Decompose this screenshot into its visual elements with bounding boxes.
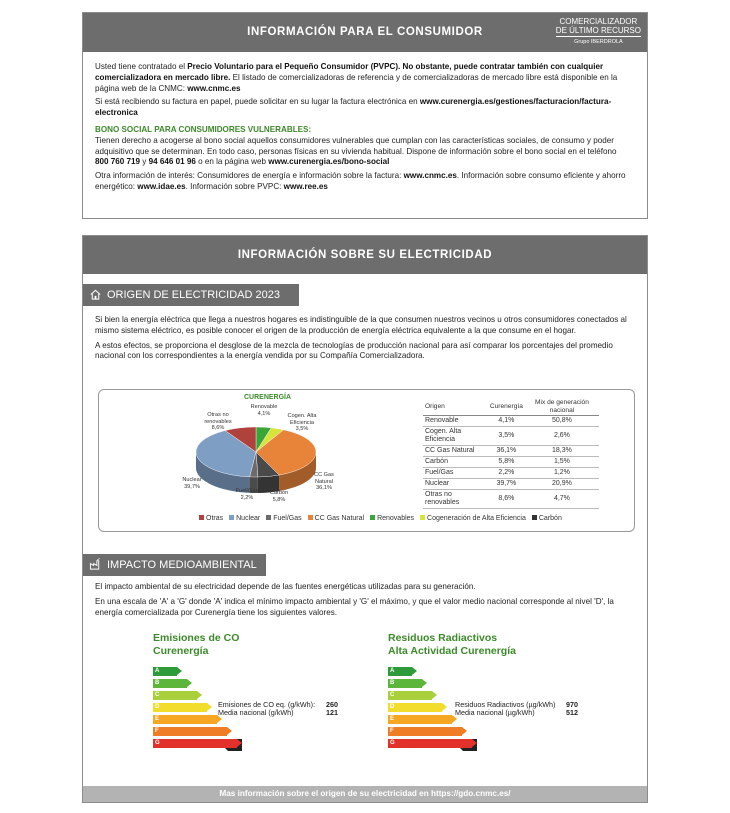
table-cell: 3,5% (488, 427, 525, 446)
table-cell: 4,7% (525, 490, 599, 509)
pie-label-cc-gas-natural: CC Gas Natural 36,1% (314, 472, 334, 492)
bono-and: y (140, 157, 149, 167)
electricity-info-header (83, 236, 647, 274)
e-invoice-link[interactable]: www.curenergia.es/gestiones/facturacion/factura-electronica (95, 97, 612, 118)
waste-scale-bar-c: C (388, 691, 432, 700)
waste-title-line-1: Residuos Radiactivos (388, 632, 498, 644)
table-header-cell: Origen (423, 398, 488, 416)
pie-label-nuclear: Nuclear 39,7% (182, 477, 202, 490)
co2-scale-bar-a: A (153, 667, 177, 676)
legend-item (420, 515, 526, 522)
pie-label-cogen-alta-eficiencia: Cogen. Alta Eficiencia 3,5% (287, 413, 317, 433)
footer-link[interactable]: Mas información sobre el origen de su electricidad en https://gdo.cnmc.es/ (83, 786, 647, 802)
e-invoice-paragraph (95, 97, 629, 119)
table-row (423, 490, 599, 509)
brand-group: Grupo IBERDROLA (574, 39, 623, 45)
waste-national-value: 512 (566, 708, 578, 717)
phone-1: 800 760 719 (95, 157, 141, 167)
legend-item (532, 515, 562, 522)
impact-paragraph-1: El impacto ambiental de su electricidad depende de las fuentes energéticas utilizadas para su generación. (95, 582, 476, 591)
table-cell: 20,9% (525, 479, 599, 490)
table-cell: 2,6% (525, 427, 599, 446)
co2-scale-bar-g: G (153, 739, 237, 748)
waste-scale-bar-d: D (388, 703, 442, 712)
origin-table (423, 398, 599, 509)
chart-legend (199, 515, 568, 522)
consumer-info-panel (82, 12, 648, 219)
factory-icon (89, 558, 102, 571)
table-cell: 39,7% (488, 479, 525, 490)
cnmc-link[interactable]: www.cnmc.es (187, 83, 241, 93)
legend-item (229, 515, 260, 522)
table-cell: Fuel/Gas (423, 468, 488, 479)
pvpc-text-2: El listado de comercializadoras de referencia y de comercializadoras de mercado libre está disponible en la página web de la CNMC: (95, 72, 618, 93)
table-row (423, 446, 599, 457)
bono-social-link[interactable]: www.curenergia.es/bono-social (268, 157, 390, 167)
table-cell: Cogen. Alta Eficiencia (423, 427, 488, 446)
e-invoice-text: Si está recibiendo su factura en papel, puede solicitar en su lugar la factura electrónica en (95, 97, 420, 107)
bono-social-paragraph (95, 136, 629, 168)
table-header-cell: Mix de generación nacional (525, 398, 599, 416)
pie-chart-title: CURENERGÍA (244, 394, 292, 401)
pvpc-text: Usted tiene contratado el (95, 62, 188, 71)
origin-section-header (83, 284, 299, 306)
table-cell: 5,8% (488, 457, 525, 468)
impact-section-header (83, 554, 266, 576)
legend-swatch (420, 515, 425, 520)
co2-title-line-1: Emisiones de CO (153, 632, 240, 644)
other-info-text: Otra información de interés: Consumidores de energía e información sobre la factura: (95, 171, 404, 181)
legend-label: Cogeneración de Alta Eficiencia (427, 515, 526, 522)
consumer-info-header (83, 13, 647, 52)
impact-section-title: IMPACTO MEDIOAMBIENTAL (107, 559, 257, 571)
impact-paragraph-2: En una escala de 'A' a 'G' donde 'A' indica el mínimo impacto ambiental y 'G' el máximo, y que el valor medio nacional corresponde al nivel 'D', la energía comercializada por Curenergía tiene los siguientes valores. (95, 596, 614, 617)
waste-value: 970 (566, 700, 578, 709)
legend-swatch (199, 515, 204, 520)
origin-paragraph-1: Si bien la energía eléctrica que llega a nuestros hogares es indistinguible de la que consumen nuestros vecinos u otros consumidores conectados al mismo sistema eléctrico, es posible conocer el origen de la producción de energía eléctrica equivalente a la que consume en el hogar. (95, 315, 627, 335)
waste-national-label: Media nacional (µg/kWh) (455, 708, 535, 717)
pie-label-renovable: Renovable 4,1% (250, 404, 278, 417)
legend-label: Otras (206, 515, 224, 522)
waste-scale-bar-e: E (388, 715, 452, 724)
table-row (423, 479, 599, 490)
legend-item (308, 515, 364, 522)
co2-scale-bar-d: D (153, 703, 207, 712)
table-header-cell: Curenergía (488, 398, 525, 416)
co2-scale-title (153, 632, 239, 658)
co2-title-line-2: Curenergía (153, 645, 209, 657)
legend-swatch (308, 515, 313, 520)
co2-national-label: Media nacional (g/kWh) (218, 708, 294, 717)
legend-swatch (229, 515, 234, 520)
origin-table-body (423, 416, 599, 509)
origin-paragraph-2: A estos efectos, se proporciona el desglose de la mezcla de tecnologías de producción nacional para así comparar los porcentajes del promedio nacional con los correspondientes a la energía vendida por su Compañía Comercializadora. (95, 340, 613, 361)
table-row (423, 416, 599, 427)
waste-scale-bar-a: A (388, 667, 412, 676)
consumer-info-title: INFORMACIÓN PARA EL CONSUMIDOR (247, 26, 483, 38)
table-cell: 2,2% (488, 468, 525, 479)
table-cell: 1,5% (525, 457, 599, 468)
table-cell: Otras no renovables (423, 490, 488, 509)
waste-scale-bar-f: F (388, 727, 462, 736)
table-cell: 50,8% (525, 416, 599, 427)
table-cell: 4,1% (488, 416, 525, 427)
co2-scale-bar-e: E (153, 715, 217, 724)
table-cell: 36,1% (488, 446, 525, 457)
other-info-text-3: . Información sobre PVPC: (185, 181, 284, 191)
waste-scale-title (388, 632, 516, 658)
origin-section-title: ORIGEN DE ELECTRICIDAD 2023 (107, 289, 280, 301)
origin-chart-box (98, 389, 635, 532)
bono-social-title: BONO SOCIAL PARA CONSUMIDORES VULNERABLES: (95, 124, 312, 134)
electricity-info-panel (82, 235, 648, 803)
table-cell: Renovable (423, 416, 488, 427)
pie-label-fuel-gas: Fuel/Gas 2,2% (235, 488, 259, 501)
bono-web-text: o en la página web (195, 157, 269, 167)
origin-table-header (423, 398, 599, 416)
legend-label: Carbón (538, 515, 562, 522)
legend-item (370, 515, 414, 522)
legend-item (266, 515, 301, 522)
table-row (423, 427, 599, 446)
co2-scale-bar-c: C (153, 691, 197, 700)
co2-scale-bar-f: F (153, 727, 227, 736)
waste-title-line-2: Alta Actividad Curenergía (388, 645, 516, 657)
impact-text (95, 582, 635, 622)
co2-emissions-value: 260 (326, 700, 338, 709)
legend-swatch (532, 515, 537, 520)
other-info-text-2: . Información sobre consumo eficiente y ahorro energético: (95, 171, 626, 191)
table-row (423, 457, 599, 468)
co2-national-value: 121 (326, 708, 338, 717)
idae-link[interactable]: www.idae.es (137, 181, 186, 191)
pie-label-carb-n: Carbón 5,8% (269, 490, 289, 503)
waste-scale-bar-g: G (388, 739, 472, 748)
bono-text: Tienen derecho a acogerse al bono social aquellos consumidores vulnerables que cumplan con las características sociales, de consumo y poder adquisitivo que se determinan. En todo caso, personas físicas en su vivienda habitual. Dispone de información sobre el bono social en el teléfono (95, 135, 617, 156)
cnmc-link-2[interactable]: www.cnmc.es (403, 171, 457, 181)
legend-label: Renovables (377, 515, 415, 522)
legend-label: Nuclear (236, 515, 261, 522)
legend-swatch (266, 515, 271, 520)
legend-item (199, 515, 223, 522)
brand-logo (556, 17, 641, 47)
pie-label-otras-no-renovables: Otras no renovables 8,6% (204, 412, 232, 432)
electricity-info-title: INFORMACIÓN SOBRE SU ELECTRICIDAD (237, 249, 493, 261)
table-row (423, 468, 599, 479)
brand-line-2: DE ÚLTIMO RECURSO (555, 26, 641, 35)
table-cell: 1,2% (525, 468, 599, 479)
co2-emissions-label: Emisiones de CO eq. (g/kWh): (218, 700, 316, 709)
legend-label: CC Gas Natural (314, 515, 365, 522)
co2-scale-bar-b: B (153, 679, 187, 688)
table-cell: Nuclear (423, 479, 488, 490)
legend-swatch (370, 515, 375, 520)
house-icon (89, 288, 102, 301)
other-info-paragraph (95, 171, 629, 193)
pvpc-bold: Precio Voluntario para el Pequeño Consumidor (PVPC). No obstante, puede contratar también con cualquier comercializadora en mercado libre. (95, 62, 604, 82)
table-cell: Carbón (423, 457, 488, 468)
brand-line-1: COMERCIALIZADOR (559, 17, 638, 26)
phone-2: 94 646 01 96 (148, 157, 196, 167)
origin-text (95, 315, 635, 366)
legend-label: Fuel/Gas (273, 515, 302, 522)
waste-scale-bar-b: B (388, 679, 422, 688)
pvpc-paragraph (95, 62, 629, 94)
table-cell: CC Gas Natural (423, 446, 488, 457)
table-cell: 18,3% (525, 446, 599, 457)
consumer-info-body (83, 52, 647, 193)
table-cell: 8,6% (488, 490, 525, 509)
ree-link[interactable]: www.ree.es (283, 181, 328, 191)
waste-label: Residuos Radiactivos (µg/kWh) (455, 700, 556, 709)
